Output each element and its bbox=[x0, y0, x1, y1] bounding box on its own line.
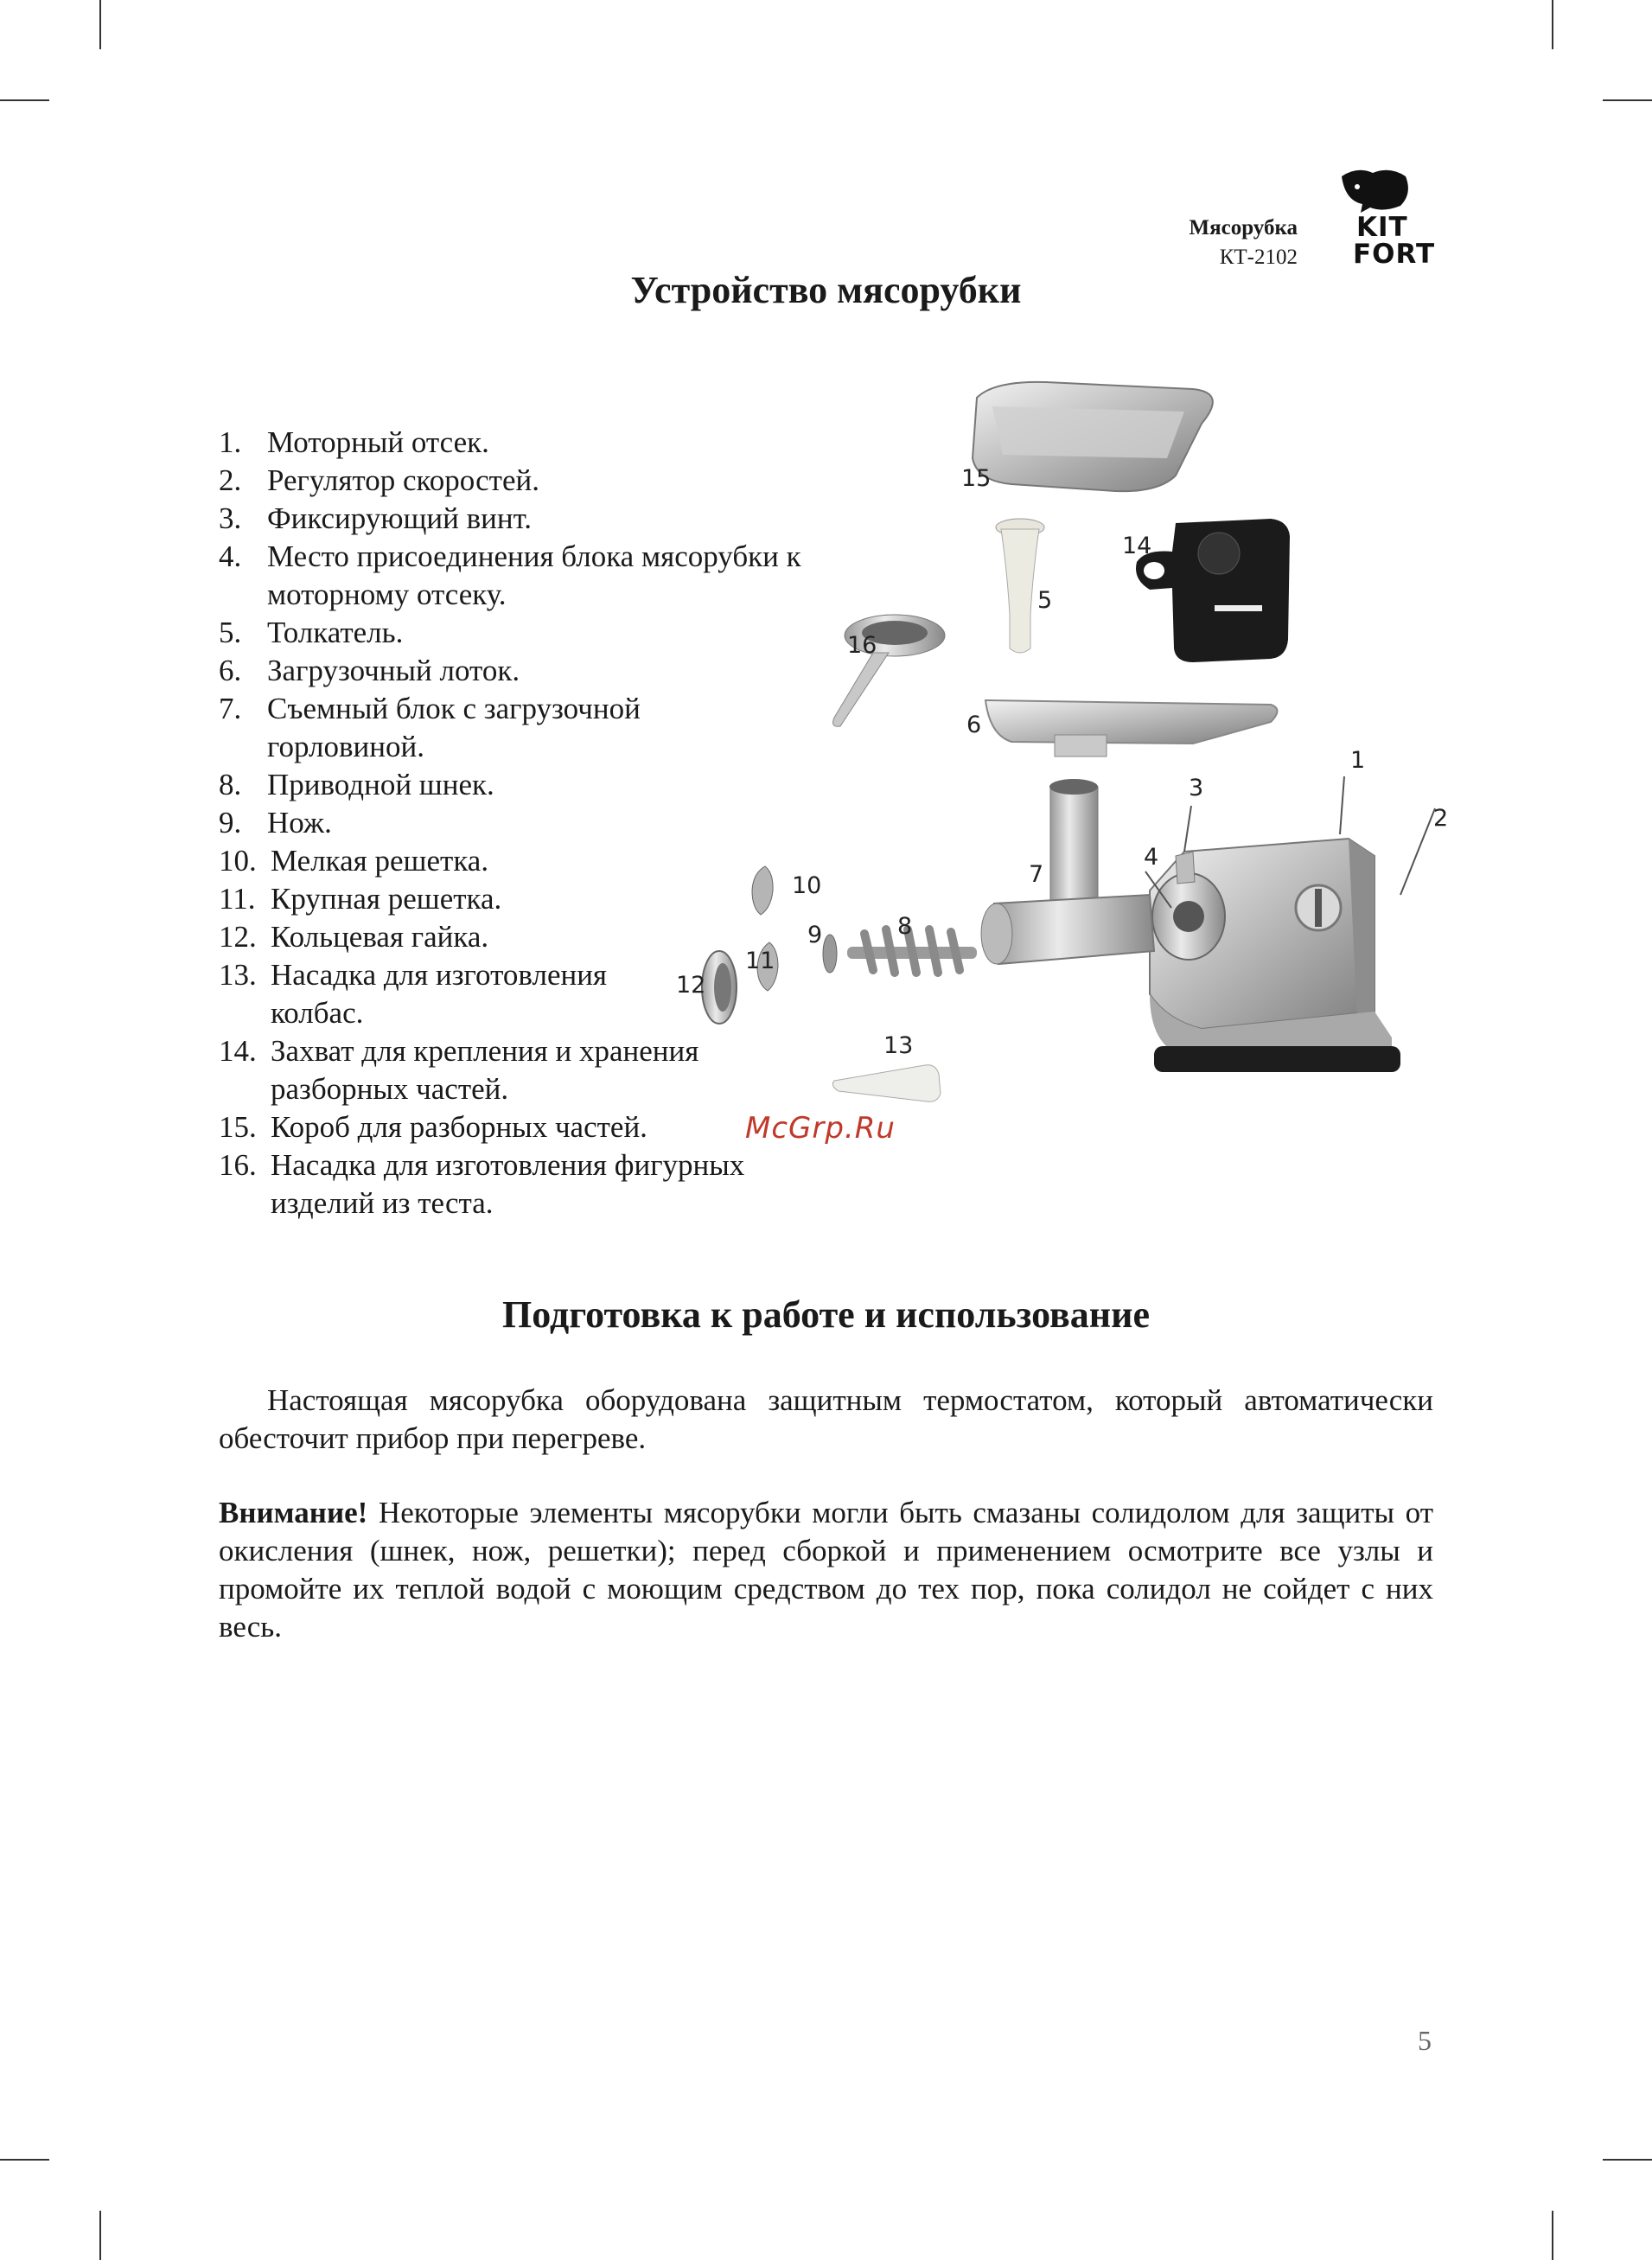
item-text: Насадка для изготовления фигурных изделий из теста. bbox=[271, 1148, 745, 1220]
brand-line-2: FORT bbox=[1353, 239, 1436, 270]
item-text: Приводной шнек. bbox=[267, 768, 494, 801]
item-number: 16. bbox=[219, 1148, 257, 1182]
item-text: Место присоединения блока мясорубки к моторному отсеку. bbox=[267, 539, 801, 611]
crop-mark bbox=[0, 2159, 49, 2161]
item-number: 9. bbox=[219, 806, 242, 840]
label-14: 14 bbox=[1122, 533, 1152, 559]
item-number: 11. bbox=[219, 882, 256, 916]
label-5: 5 bbox=[1037, 587, 1053, 614]
meat-grinder-diagram bbox=[666, 354, 1496, 1150]
item-text: Крупная решетка. bbox=[271, 882, 502, 916]
watermark-text: McGrp.Ru bbox=[745, 1111, 896, 1146]
label-3: 3 bbox=[1189, 775, 1204, 801]
item-text: Загрузочный лоток. bbox=[267, 654, 520, 687]
item-text: Кольцевая гайка. bbox=[271, 920, 489, 954]
paragraph-attention bbox=[219, 1494, 1433, 1646]
list-item bbox=[219, 1146, 832, 1223]
item-text: Короб для разборных частей. bbox=[271, 1110, 647, 1144]
label-15: 15 bbox=[961, 465, 992, 492]
attention-label: Внимание! bbox=[219, 1496, 368, 1529]
item-text: Регулятор скоростей. bbox=[267, 463, 539, 497]
label-12: 12 bbox=[676, 972, 706, 999]
item-number: 1. bbox=[219, 425, 242, 459]
list-item bbox=[219, 956, 677, 1032]
section-title-preparation: Подготовка к работе и использование bbox=[502, 1293, 1150, 1336]
item-number: 15. bbox=[219, 1110, 257, 1144]
item-number: 13. bbox=[219, 958, 257, 992]
item-number: 2. bbox=[219, 463, 242, 497]
fine-plate-part bbox=[752, 866, 773, 915]
page-number: 5 bbox=[1418, 2025, 1432, 2056]
label-11: 11 bbox=[745, 948, 775, 974]
holder-part bbox=[1136, 519, 1290, 662]
paragraph-thermostat: Настоящая мясорубка оборудована защитным термостатом, который автоматически обесточит прибор при перегреве. bbox=[219, 1383, 1433, 1455]
sausage-nozzle-part bbox=[832, 1065, 941, 1102]
label-7: 7 bbox=[1029, 861, 1044, 888]
item-number: 12. bbox=[219, 920, 257, 954]
section-title-device: Устройство мясорубки bbox=[630, 269, 1022, 311]
item-text: Толкатель. bbox=[267, 616, 404, 649]
crop-mark bbox=[99, 0, 101, 49]
label-2: 2 bbox=[1433, 805, 1449, 832]
item-text: Фиксирующий винт. bbox=[267, 501, 533, 535]
item-number: 4. bbox=[219, 539, 242, 573]
item-text: Моторный отсек. bbox=[267, 425, 489, 459]
crop-mark bbox=[1603, 99, 1652, 101]
label-9: 9 bbox=[807, 922, 823, 948]
crop-mark bbox=[1552, 2211, 1553, 2260]
label-1: 1 bbox=[1350, 747, 1366, 774]
loading-tray-part bbox=[985, 700, 1278, 757]
item-number: 5. bbox=[219, 616, 242, 649]
item-number: 6. bbox=[219, 654, 242, 687]
storage-box-part bbox=[973, 382, 1213, 491]
header-product: Мясорубка bbox=[1189, 216, 1298, 239]
item-number: 3. bbox=[219, 501, 242, 535]
item-number: 10. bbox=[219, 844, 257, 878]
crop-mark bbox=[1552, 0, 1553, 49]
item-text: Насадка для изготовления колбас. bbox=[271, 958, 608, 1030]
brand-line-1: KIT bbox=[1356, 212, 1408, 243]
label-8: 8 bbox=[897, 913, 913, 940]
ring-nut-part bbox=[702, 951, 737, 1024]
item-text: Захват для крепления и хранения разборных частей. bbox=[271, 1034, 699, 1106]
motor-housing-part bbox=[1150, 839, 1400, 1072]
label-10: 10 bbox=[792, 872, 822, 899]
item-text: Нож. bbox=[267, 806, 332, 840]
item-text: Мелкая решетка. bbox=[271, 844, 489, 878]
item-number: 7. bbox=[219, 692, 242, 725]
item-number: 14. bbox=[219, 1034, 257, 1068]
knife-part bbox=[823, 935, 837, 973]
brand-wordmark bbox=[1353, 214, 1435, 268]
crop-mark bbox=[1603, 2159, 1652, 2161]
crop-mark bbox=[0, 99, 49, 101]
pusher-part bbox=[996, 519, 1044, 653]
label-6: 6 bbox=[966, 712, 982, 738]
label-4: 4 bbox=[1144, 844, 1159, 871]
header-model: КТ-2102 bbox=[1219, 246, 1298, 269]
item-text: Съемный блок с загрузочной горловиной. bbox=[267, 692, 641, 763]
label-16: 16 bbox=[847, 632, 877, 659]
grinder-head-part bbox=[981, 779, 1154, 964]
crop-mark bbox=[99, 2211, 101, 2260]
item-number: 8. bbox=[219, 768, 242, 801]
label-13: 13 bbox=[883, 1032, 914, 1059]
attention-text: Некоторые элементы мясорубки могли быть смазаны солидолом для защиты от окисления (шнек, нож, решетки); перед сборкой и применением осмотрите все узлы и промойте их теплой водой с моющим средством до тех пор, пока солидол не сойдет с них весь. bbox=[219, 1496, 1433, 1644]
